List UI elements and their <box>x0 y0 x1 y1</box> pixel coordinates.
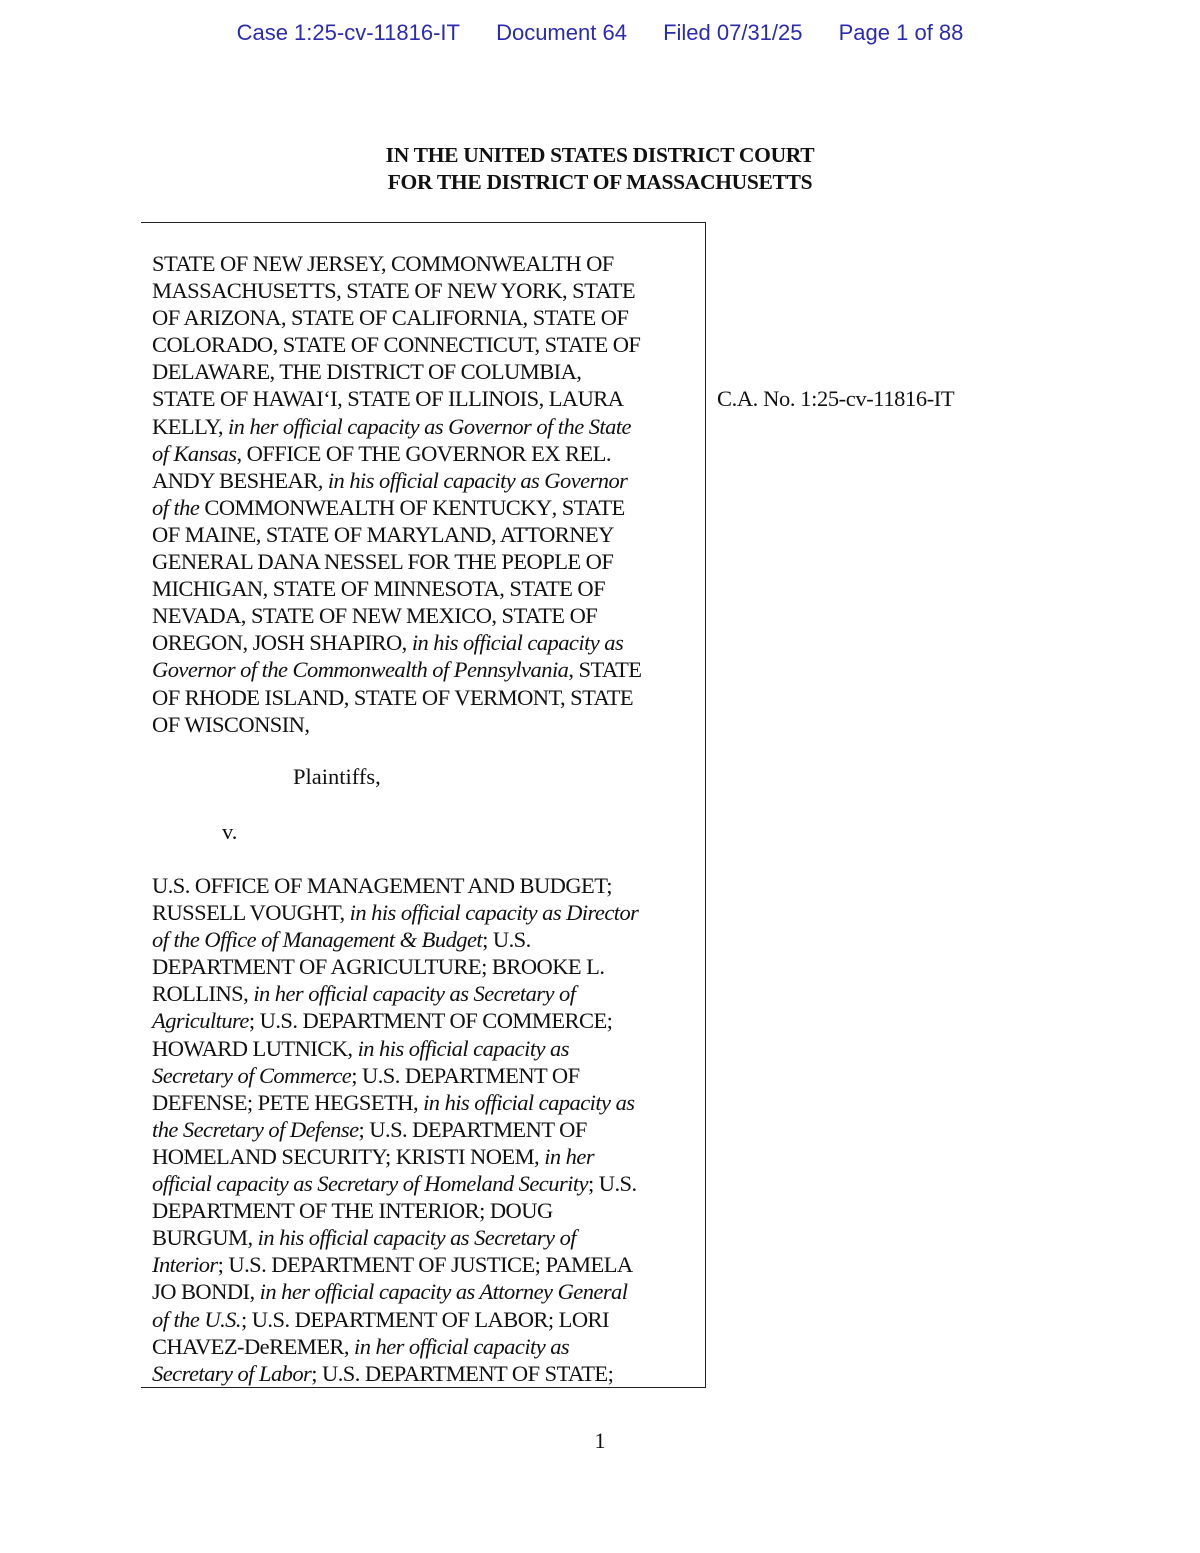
italic-text: of the U.S. <box>152 1306 241 1332</box>
defendant-line <box>152 1197 638 1224</box>
party-text: DEFENSE; PETE HEGSETH, <box>152 1089 424 1115</box>
plaintiffs-label: Plaintiffs, <box>293 764 381 789</box>
party-text: DEPARTMENT OF AGRICULTURE; BROOKE L. <box>152 954 605 980</box>
plaintiff-line <box>152 467 641 494</box>
italic-text: of the Office of Management & Budget <box>152 927 483 953</box>
ecf-filed-date: Filed 07/31/25 <box>663 20 803 45</box>
court-title <box>0 142 1200 196</box>
plaintiff-line <box>152 711 641 738</box>
ecf-document-number: Document 64 <box>496 20 627 45</box>
plaintiff-line <box>152 413 641 440</box>
plaintiffs-list <box>152 250 641 738</box>
italic-text: in his official capacity as <box>411 630 624 656</box>
italic-text: in her official capacity as Attorney General <box>259 1279 628 1305</box>
italic-text: official capacity as Secretary of Homeland Security <box>152 1171 588 1197</box>
party-text: ; U.S. DEPARTMENT OF LABOR; LORI <box>240 1306 609 1332</box>
party-text: CHAVEZ-DeREMER, <box>152 1333 355 1359</box>
party-text: ; U.S. DEPARTMENT OF STATE; <box>311 1360 614 1386</box>
plaintiff-line <box>152 250 641 277</box>
defendant-line <box>152 1224 638 1251</box>
court-title-line1: IN THE UNITED STATES DISTRICT COURT <box>385 143 815 167</box>
party-text: ; U.S. DEPARTMENT OF <box>358 1116 587 1142</box>
defendant-line <box>152 1116 638 1143</box>
party-text: ANDY BESHEAR <box>152 467 318 493</box>
plaintiff-line <box>152 358 641 385</box>
italic-text: of the <box>152 494 200 520</box>
page-number: 1 <box>594 1428 606 1453</box>
party-text: COLORADO, STATE OF CONNECTICUT, STATE OF <box>152 332 641 358</box>
defendant-line <box>152 1143 638 1170</box>
court-title-line2: FOR THE DISTRICT OF MASSACHUSETTS <box>387 170 813 194</box>
italic-text: Secretary of Commerce <box>152 1062 352 1088</box>
party-text: KELLY, <box>152 413 228 439</box>
italic-text: in her official capacity as Secretary of <box>253 981 576 1007</box>
versus-label: v. <box>222 819 238 844</box>
italic-text: in his official capacity as <box>423 1089 635 1115</box>
plaintiff-line <box>152 602 641 629</box>
party-text: ; U.S. <box>588 1171 637 1197</box>
party-text: OREGON, JOSH SHAPIRO, <box>152 630 412 656</box>
party-text: DEPARTMENT OF THE INTERIOR; DOUG <box>152 1198 553 1224</box>
party-text: OF ARIZONA, STATE OF CALIFORNIA, STATE OF <box>152 305 629 331</box>
italic-text: in her <box>544 1143 595 1169</box>
party-text: MASSACHUSETTS, STATE OF NEW YORK, STATE <box>152 278 636 304</box>
party-text: ROLLINS, <box>152 981 254 1007</box>
plaintiff-line <box>152 494 641 521</box>
plaintiff-line <box>152 385 641 412</box>
defendant-line <box>152 1089 638 1116</box>
party-text: ; U.S. DEPARTMENT OF <box>351 1062 580 1088</box>
party-text: GENERAL DANA NESSEL FOR THE PEOPLE OF <box>152 549 614 575</box>
italic-text: of Kansas <box>152 440 237 466</box>
italic-text: in her official capacity as <box>354 1333 570 1359</box>
party-text: MICHIGAN, STATE OF MINNESOTA, STATE OF <box>152 576 606 602</box>
plaintiff-line <box>152 656 641 683</box>
party-text: STATE OF HAWAI‘I, STATE OF ILLINOIS, LAURA <box>152 386 624 412</box>
italic-text: Governor of the Commonwealth of Pennsylvania <box>152 657 569 683</box>
italic-text: Interior <box>152 1252 218 1278</box>
plaintiff-line <box>152 277 641 304</box>
party-text: RUSSELL VOUGHT, <box>152 900 350 926</box>
italic-text: in his official capacity as Secretary of <box>257 1225 576 1251</box>
defendant-line <box>152 1333 638 1360</box>
party-text: , OFFICE OF THE GOVERNOR EX REL. <box>236 440 611 466</box>
plaintiff-line <box>152 440 641 467</box>
party-text: U.S. OFFICE OF MANAGEMENT AND BUDGET; <box>152 873 612 898</box>
plaintiff-line <box>152 548 641 575</box>
plaintiff-line <box>152 629 641 656</box>
defendant-line <box>152 1251 638 1278</box>
plaintiff-line <box>152 575 641 602</box>
party-text: DELAWARE, THE DISTRICT OF COLUMBIA, <box>152 359 582 385</box>
italic-text: Agriculture <box>152 1008 249 1034</box>
party-text: NEVADA, STATE OF NEW MEXICO, STATE OF <box>152 603 598 629</box>
defendant-line <box>152 1035 638 1062</box>
plaintiff-line <box>152 684 641 711</box>
defendant-line <box>152 1360 638 1387</box>
plaintiff-line <box>152 304 641 331</box>
ecf-page-count: Page 1 of 88 <box>838 20 964 45</box>
party-text: , STATE <box>568 657 642 683</box>
defendant-line <box>152 872 638 899</box>
italic-text: , <box>551 494 557 520</box>
defendant-line <box>152 1170 638 1197</box>
party-text: HOWARD LUTNICK, <box>152 1035 358 1061</box>
italic-text: the Secretary of Defense <box>152 1116 359 1142</box>
defendants-list <box>152 872 638 1387</box>
defendant-line <box>152 1007 638 1034</box>
party-text: ; U.S. DEPARTMENT OF JUSTICE; PAMELA <box>217 1252 633 1278</box>
party-text: HOMELAND SECURITY; KRISTI NOEM, <box>152 1143 545 1169</box>
italic-text: in his official capacity as <box>357 1035 569 1061</box>
case-number: C.A. No. 1:25-cv-11816-IT <box>717 386 955 411</box>
plaintiff-line <box>152 521 641 548</box>
defendant-line <box>152 980 638 1007</box>
party-text: OF WISCONSIN, <box>152 711 310 737</box>
party-text: ; U.S. DEPARTMENT OF COMMERCE; <box>248 1008 613 1034</box>
italic-text: in his official capacity as Director <box>349 900 639 926</box>
party-text: JO BONDI, <box>152 1279 260 1305</box>
defendant-line <box>152 899 638 926</box>
defendant-line <box>152 926 638 953</box>
defendant-line <box>152 1306 638 1333</box>
italic-text: in her official capacity as Governor of the State <box>227 413 631 439</box>
defendant-line <box>152 1278 638 1305</box>
plaintiff-line <box>152 331 641 358</box>
italic-text: Secretary of Labor <box>152 1360 312 1386</box>
party-text: OF MAINE, STATE OF MARYLAND, ATTORNEY <box>152 521 614 547</box>
defendant-line <box>152 1062 638 1089</box>
party-text: STATE OF NEW JERSEY, COMMONWEALTH OF <box>152 251 614 276</box>
party-text: OF RHODE ISLAND, STATE OF VERMONT, STATE <box>152 684 634 710</box>
party-text: COMMONWEALTH OF KENTUCKY <box>199 494 552 520</box>
party-text: STATE <box>556 494 625 520</box>
party-text: ; U.S. <box>482 927 531 953</box>
ecf-case-number: Case 1:25-cv-11816-IT <box>236 20 460 45</box>
italic-text: , in his official capacity as Governor <box>317 467 628 493</box>
party-text: BURGUM, <box>152 1225 258 1251</box>
ecf-header <box>0 20 1200 46</box>
defendant-line <box>152 953 638 980</box>
